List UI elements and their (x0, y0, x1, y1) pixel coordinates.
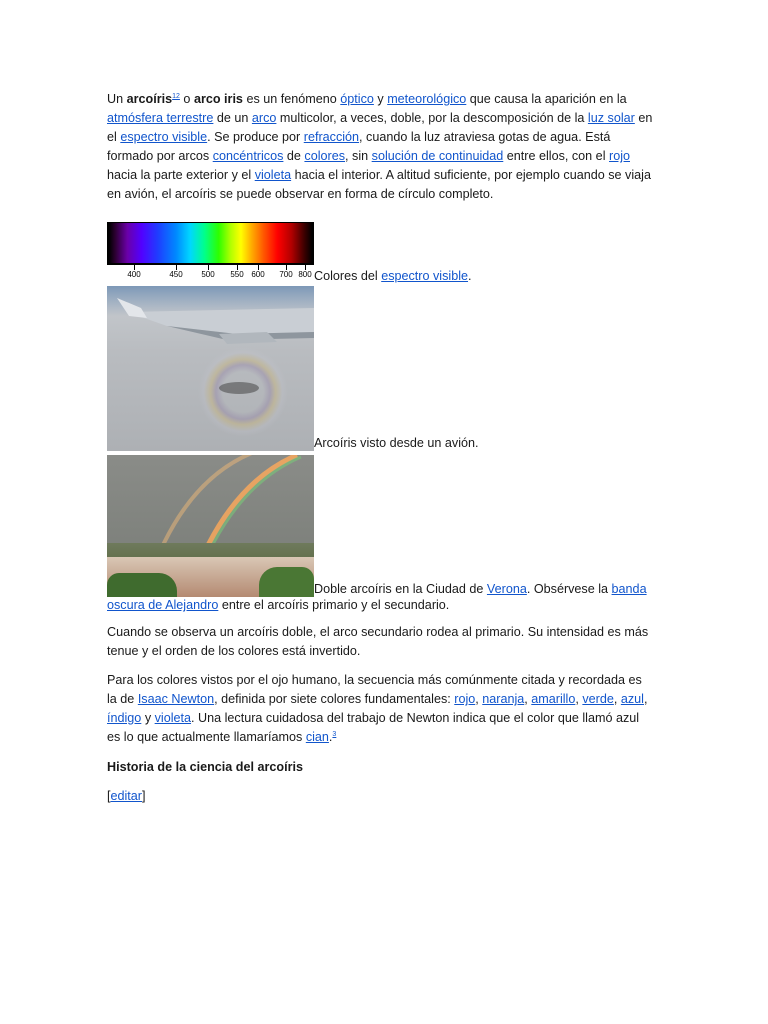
link-color-indigo[interactable]: índigo (107, 711, 142, 725)
verona-double-rainbow-photo[interactable] (107, 455, 314, 597)
photo-trees (259, 567, 314, 597)
spectrum-gradient (109, 223, 312, 263)
text: , (475, 692, 483, 706)
text: Un (107, 92, 127, 106)
text: o (179, 92, 194, 106)
tick-label: 550 (230, 270, 244, 279)
tick-label: 700 (279, 270, 293, 279)
link-color-violeta[interactable]: violeta (154, 711, 192, 725)
text: , (575, 692, 583, 706)
link-verona[interactable]: Verona (486, 582, 527, 596)
tick-label: 450 (169, 270, 183, 279)
link-solucion-continuidad[interactable]: solución de continuidad (371, 149, 504, 163)
text: y (373, 92, 388, 106)
text: Doble arcoíris en la Ciudad de (314, 582, 487, 596)
link-concentricos[interactable]: concéntricos (212, 149, 284, 163)
plane-shadow (219, 382, 259, 394)
tick-label: 600 (251, 270, 265, 279)
link-colores[interactable]: colores (304, 149, 346, 163)
text: . Obsérvese la (526, 582, 612, 596)
article-body (107, 90, 655, 806)
figure-airplane (107, 284, 655, 451)
text: , (643, 692, 648, 706)
figure-caption (314, 268, 472, 284)
link-color-rojo[interactable]: rojo (454, 692, 476, 706)
link-color-amarillo[interactable]: amarillo (531, 692, 576, 706)
text: de (283, 149, 305, 163)
text: entre el arcoíris primario y el secundario. (218, 598, 450, 612)
text: . Se produce por (207, 130, 304, 144)
text: , (524, 692, 532, 706)
bracket: ] (142, 789, 146, 803)
tick-label: 800 (298, 270, 312, 279)
link-color-naranja[interactable]: naranja (482, 692, 525, 706)
link-isaac-newton[interactable]: Isaac Newton (137, 692, 215, 706)
airplane-rainbow-photo[interactable] (107, 286, 314, 451)
photo-trees (107, 573, 177, 597)
figure-caption-continuation (107, 597, 655, 613)
figure-caption (314, 581, 647, 597)
figure-verona (107, 451, 655, 613)
text: , definida por siete colores fundamentales: (214, 692, 455, 706)
link-banda-oscura-alejandro[interactable]: oscura de Alejandro (107, 598, 219, 612)
text: , cuando la luz atraviesa gotas de agua. Está formado por arcos (107, 130, 611, 163)
intro-paragraph (107, 90, 655, 204)
link-color-azul[interactable]: azul (620, 692, 644, 706)
text: y (141, 711, 155, 725)
link-espectro-visible[interactable]: espectro visible (381, 269, 469, 283)
text: Colores del (314, 269, 382, 283)
text: entre ellos, con el (503, 149, 609, 163)
edit-link[interactable]: editar (110, 789, 143, 803)
text: hacia la parte exterior y el (107, 168, 255, 182)
link-espectro-visible[interactable]: espectro visible (120, 130, 208, 144)
double-rainbow-paragraph: Cuando se observa un arcoíris doble, el arco secundario rodea al primario. Su intensidad es más tenue y el orden de los colores está invertido. (107, 625, 649, 658)
link-violeta[interactable]: violeta (254, 168, 292, 182)
text: multicolor, a veces, doble, por la descomposición de la (276, 111, 588, 125)
text: . (468, 269, 472, 283)
bracket: [ (107, 789, 111, 803)
text: . (328, 730, 333, 744)
tick-label: 400 (127, 270, 141, 279)
text: de un (213, 111, 252, 125)
text: en el (107, 111, 653, 144)
text: . Una lectura cuidadosa del trabajo de Newton indica que el color que llamó azul es lo que actualmente llamaríamos (107, 711, 640, 744)
term-arcoiris: arcoíris (126, 92, 173, 106)
section-heading: Historia de la ciencia del arcoíris (107, 760, 303, 774)
spectrum-image (107, 222, 314, 284)
text: , (613, 692, 621, 706)
figure-caption: Arcoíris visto desde un avión. (314, 436, 479, 450)
text: Para los colores vistos por el ojo humano, la secuencia más comúnmente citada y recordada es la de (107, 673, 642, 706)
term-arco-iris: arco iris (193, 92, 243, 106)
newton-paragraph (107, 671, 655, 747)
link-arco[interactable]: arco (251, 111, 277, 125)
reference-link[interactable]: 3 (332, 731, 337, 738)
spectrum-axis (107, 264, 314, 265)
text: , sin (345, 149, 372, 163)
figure-spectrum (107, 204, 655, 284)
edit-section (107, 787, 655, 806)
link-refraccion[interactable]: refracción (303, 130, 360, 144)
link-color-verde[interactable]: verde (582, 692, 614, 706)
link-banda[interactable]: banda (611, 582, 647, 596)
link-optico[interactable]: óptico (340, 92, 374, 106)
text: que causa la aparición en la (466, 92, 627, 106)
link-luz-solar[interactable]: luz solar (587, 111, 635, 125)
link-rojo[interactable]: rojo (609, 149, 630, 163)
link-meteorologico[interactable]: meteorológico (387, 92, 467, 106)
reference-link[interactable]: 12 (172, 93, 180, 100)
link-atmosfera-terrestre[interactable]: atmósfera terrestre (107, 111, 214, 125)
text: es un fenómeno (242, 92, 341, 106)
link-cian[interactable]: cian (305, 730, 329, 744)
tick-label: 500 (201, 270, 215, 279)
text: hacia el interior. A altitud suficiente, por ejemplo cuando se viaja en avión, el arcoíris se puede observar en forma de círculo completo. (107, 168, 651, 201)
